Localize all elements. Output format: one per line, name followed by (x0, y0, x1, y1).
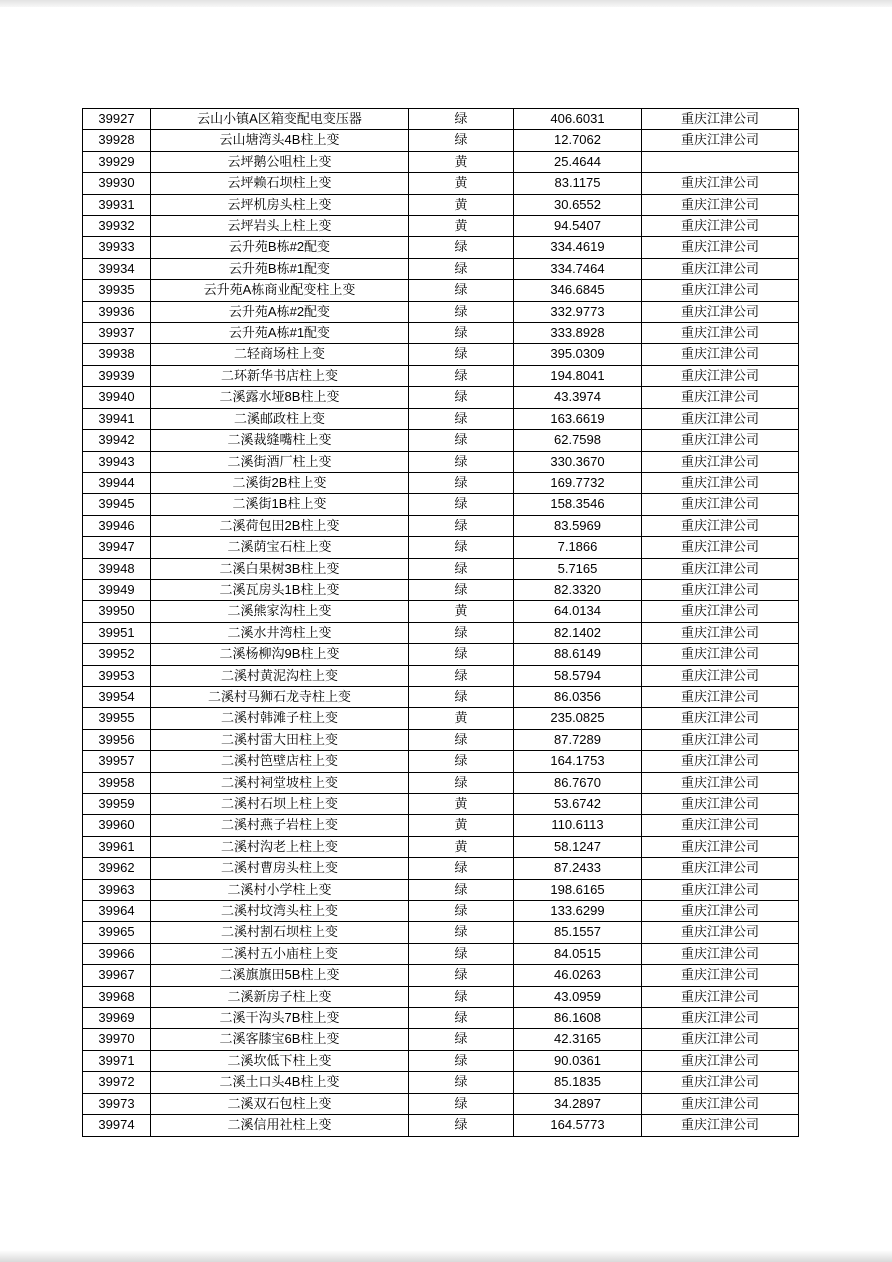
cell-status: 绿 (409, 772, 514, 793)
cell-value: 346.6845 (514, 280, 642, 301)
cell-status: 绿 (409, 237, 514, 258)
cell-value: 87.2433 (514, 858, 642, 879)
cell-name: 二溪荷包田2B柱上变 (151, 515, 409, 536)
cell-company: 重庆江津公司 (642, 323, 799, 344)
cell-value: 163.6619 (514, 408, 642, 429)
cell-company: 重庆江津公司 (642, 1115, 799, 1136)
table-row (83, 494, 799, 515)
cell-value: 406.6031 (514, 109, 642, 130)
transformer-table (82, 108, 799, 1137)
cell-name: 二溪村曹房头柱上变 (151, 858, 409, 879)
table-row (83, 943, 799, 964)
cell-id: 39940 (83, 387, 151, 408)
cell-id: 39947 (83, 537, 151, 558)
cell-name: 二溪村祠堂坡柱上变 (151, 772, 409, 793)
cell-name: 二溪双石包柱上变 (151, 1093, 409, 1114)
cell-company: 重庆江津公司 (642, 772, 799, 793)
cell-company: 重庆江津公司 (642, 1050, 799, 1071)
table-row (83, 922, 799, 943)
table-row (83, 430, 799, 451)
cell-name: 二溪干沟头7B柱上变 (151, 1008, 409, 1029)
table-row (83, 858, 799, 879)
cell-company: 重庆江津公司 (642, 815, 799, 836)
cell-status: 绿 (409, 729, 514, 750)
cell-status: 绿 (409, 408, 514, 429)
cell-name: 二溪村黄泥沟柱上变 (151, 665, 409, 686)
table-row (83, 1115, 799, 1136)
cell-name: 云山塘湾头4B柱上变 (151, 130, 409, 151)
cell-name: 二轻商场柱上变 (151, 344, 409, 365)
cell-id: 39961 (83, 836, 151, 857)
cell-name: 二环新华书店柱上变 (151, 365, 409, 386)
cell-value: 43.3974 (514, 387, 642, 408)
cell-company: 重庆江津公司 (642, 280, 799, 301)
cell-status: 绿 (409, 1093, 514, 1114)
cell-company: 重庆江津公司 (642, 344, 799, 365)
cell-value: 133.6299 (514, 901, 642, 922)
cell-value: 83.1175 (514, 173, 642, 194)
cell-value: 34.2897 (514, 1093, 642, 1114)
cell-company (642, 151, 799, 172)
cell-name: 二溪村燕子岩柱上变 (151, 815, 409, 836)
cell-id: 39972 (83, 1072, 151, 1093)
cell-status: 绿 (409, 387, 514, 408)
cell-value: 169.7732 (514, 472, 642, 493)
cell-name: 云坪鹅公咀柱上变 (151, 151, 409, 172)
cell-value: 395.0309 (514, 344, 642, 365)
cell-status: 绿 (409, 686, 514, 707)
cell-name: 云升苑A栋#1配变 (151, 323, 409, 344)
cell-name: 云山小镇A区箱变配电变压器 (151, 109, 409, 130)
cell-company: 重庆江津公司 (642, 622, 799, 643)
table-row (83, 194, 799, 215)
cell-name: 二溪杨柳沟9B柱上变 (151, 644, 409, 665)
cell-company: 重庆江津公司 (642, 109, 799, 130)
cell-name: 二溪村韩滩子柱上变 (151, 708, 409, 729)
cell-value: 86.1608 (514, 1008, 642, 1029)
table-row (83, 1093, 799, 1114)
table-row (83, 836, 799, 857)
cell-value: 194.8041 (514, 365, 642, 386)
cell-value: 90.0361 (514, 1050, 642, 1071)
page-bottom-edge (0, 1250, 892, 1262)
cell-id: 39974 (83, 1115, 151, 1136)
cell-status: 绿 (409, 1008, 514, 1029)
table-row (83, 323, 799, 344)
cell-id: 39963 (83, 879, 151, 900)
cell-name: 二溪裁缝嘴柱上变 (151, 430, 409, 451)
cell-id: 39941 (83, 408, 151, 429)
table-row (83, 1008, 799, 1029)
cell-id: 39953 (83, 665, 151, 686)
cell-status: 绿 (409, 751, 514, 772)
cell-status: 绿 (409, 109, 514, 130)
cell-id: 39942 (83, 430, 151, 451)
cell-name: 二溪熊家沟柱上变 (151, 601, 409, 622)
cell-name: 二溪村割石坝柱上变 (151, 922, 409, 943)
cell-company: 重庆江津公司 (642, 729, 799, 750)
cell-company: 重庆江津公司 (642, 686, 799, 707)
cell-company: 重庆江津公司 (642, 301, 799, 322)
cell-status: 绿 (409, 965, 514, 986)
cell-name: 二溪坎低下柱上变 (151, 1050, 409, 1071)
cell-value: 30.6552 (514, 194, 642, 215)
cell-id: 39937 (83, 323, 151, 344)
cell-status: 绿 (409, 622, 514, 643)
table-row (83, 751, 799, 772)
cell-value: 7.1866 (514, 537, 642, 558)
cell-company: 重庆江津公司 (642, 858, 799, 879)
cell-id: 39960 (83, 815, 151, 836)
cell-company: 重庆江津公司 (642, 451, 799, 472)
table-row (83, 794, 799, 815)
table-row (83, 258, 799, 279)
cell-id: 39957 (83, 751, 151, 772)
cell-id: 39931 (83, 194, 151, 215)
cell-company: 重庆江津公司 (642, 665, 799, 686)
cell-id: 39973 (83, 1093, 151, 1114)
table-row (83, 387, 799, 408)
cell-status: 绿 (409, 430, 514, 451)
cell-id: 39952 (83, 644, 151, 665)
cell-id: 39949 (83, 579, 151, 600)
cell-status: 绿 (409, 301, 514, 322)
cell-name: 二溪旗旗田5B柱上变 (151, 965, 409, 986)
cell-status: 绿 (409, 922, 514, 943)
cell-status: 绿 (409, 644, 514, 665)
cell-id: 39939 (83, 365, 151, 386)
cell-status: 绿 (409, 323, 514, 344)
cell-company: 重庆江津公司 (642, 601, 799, 622)
cell-company: 重庆江津公司 (642, 537, 799, 558)
cell-value: 42.3165 (514, 1029, 642, 1050)
cell-company: 重庆江津公司 (642, 986, 799, 1007)
cell-company: 重庆江津公司 (642, 472, 799, 493)
cell-company: 重庆江津公司 (642, 258, 799, 279)
cell-value: 87.7289 (514, 729, 642, 750)
cell-value: 43.0959 (514, 986, 642, 1007)
cell-name: 二溪街2B柱上变 (151, 472, 409, 493)
cell-status: 黄 (409, 815, 514, 836)
cell-id: 39946 (83, 515, 151, 536)
table-row (83, 344, 799, 365)
table-row (83, 301, 799, 322)
cell-name: 二溪街1B柱上变 (151, 494, 409, 515)
cell-company: 重庆江津公司 (642, 130, 799, 151)
cell-value: 86.7670 (514, 772, 642, 793)
table-row (83, 815, 799, 836)
cell-company: 重庆江津公司 (642, 751, 799, 772)
cell-value: 235.0825 (514, 708, 642, 729)
cell-value: 334.4619 (514, 237, 642, 258)
cell-id: 39971 (83, 1050, 151, 1071)
table-row (83, 579, 799, 600)
cell-company: 重庆江津公司 (642, 194, 799, 215)
cell-value: 82.3320 (514, 579, 642, 600)
table-body (83, 109, 799, 1137)
cell-status: 绿 (409, 943, 514, 964)
cell-value: 5.7165 (514, 558, 642, 579)
cell-name: 二溪露水垭8B柱上变 (151, 387, 409, 408)
cell-status: 绿 (409, 901, 514, 922)
cell-value: 110.6113 (514, 815, 642, 836)
cell-company: 重庆江津公司 (642, 794, 799, 815)
cell-name: 云坪赖石坝柱上变 (151, 173, 409, 194)
cell-id: 39968 (83, 986, 151, 1007)
cell-value: 64.0134 (514, 601, 642, 622)
cell-company: 重庆江津公司 (642, 879, 799, 900)
cell-company: 重庆江津公司 (642, 708, 799, 729)
table-row (83, 729, 799, 750)
cell-status: 绿 (409, 879, 514, 900)
cell-id: 39969 (83, 1008, 151, 1029)
cell-value: 53.6742 (514, 794, 642, 815)
cell-company: 重庆江津公司 (642, 965, 799, 986)
cell-name: 二溪新房子柱上变 (151, 986, 409, 1007)
table-row (83, 1050, 799, 1071)
cell-value: 85.1835 (514, 1072, 642, 1093)
cell-id: 39970 (83, 1029, 151, 1050)
cell-id: 39943 (83, 451, 151, 472)
table-row (83, 151, 799, 172)
cell-id: 39928 (83, 130, 151, 151)
table-row (83, 622, 799, 643)
cell-value: 164.5773 (514, 1115, 642, 1136)
cell-name: 二溪村五小庙柱上变 (151, 943, 409, 964)
cell-value: 62.7598 (514, 430, 642, 451)
cell-value: 88.6149 (514, 644, 642, 665)
cell-company: 重庆江津公司 (642, 365, 799, 386)
cell-company: 重庆江津公司 (642, 387, 799, 408)
cell-company: 重庆江津公司 (642, 579, 799, 600)
cell-status: 绿 (409, 258, 514, 279)
table-row (83, 558, 799, 579)
cell-id: 39959 (83, 794, 151, 815)
cell-value: 85.1557 (514, 922, 642, 943)
cell-name: 二溪邮政柱上变 (151, 408, 409, 429)
table-row (83, 901, 799, 922)
cell-company: 重庆江津公司 (642, 922, 799, 943)
cell-status: 绿 (409, 451, 514, 472)
cell-name: 二溪村雷大田柱上变 (151, 729, 409, 750)
data-table-container (82, 108, 798, 1137)
cell-value: 86.0356 (514, 686, 642, 707)
cell-status: 绿 (409, 344, 514, 365)
cell-id: 39938 (83, 344, 151, 365)
table-row (83, 237, 799, 258)
cell-value: 25.4644 (514, 151, 642, 172)
cell-id: 39950 (83, 601, 151, 622)
table-row (83, 109, 799, 130)
table-row (83, 644, 799, 665)
page-top-edge (0, 0, 892, 7)
cell-value: 84.0515 (514, 943, 642, 964)
cell-company: 重庆江津公司 (642, 836, 799, 857)
cell-value: 158.3546 (514, 494, 642, 515)
cell-id: 39930 (83, 173, 151, 194)
cell-company: 重庆江津公司 (642, 408, 799, 429)
cell-status: 绿 (409, 558, 514, 579)
cell-value: 198.6165 (514, 879, 642, 900)
cell-status: 黄 (409, 151, 514, 172)
cell-status: 绿 (409, 365, 514, 386)
table-row (83, 280, 799, 301)
cell-value: 12.7062 (514, 130, 642, 151)
table-row (83, 537, 799, 558)
table-row (83, 772, 799, 793)
cell-status: 黄 (409, 794, 514, 815)
cell-id: 39944 (83, 472, 151, 493)
cell-name: 云升苑A栋商业配变柱上变 (151, 280, 409, 301)
cell-name: 二溪信用社柱上变 (151, 1115, 409, 1136)
cell-name: 云坪岩头上柱上变 (151, 216, 409, 237)
cell-company: 重庆江津公司 (642, 430, 799, 451)
cell-company: 重庆江津公司 (642, 901, 799, 922)
cell-name: 二溪瓦房头1B柱上变 (151, 579, 409, 600)
cell-status: 绿 (409, 130, 514, 151)
cell-id: 39962 (83, 858, 151, 879)
cell-id: 39935 (83, 280, 151, 301)
table-row (83, 173, 799, 194)
cell-company: 重庆江津公司 (642, 1008, 799, 1029)
table-row (83, 986, 799, 1007)
cell-name: 二溪土口头4B柱上变 (151, 1072, 409, 1093)
cell-id: 39927 (83, 109, 151, 130)
cell-id: 39955 (83, 708, 151, 729)
cell-name: 云升苑B栋#2配变 (151, 237, 409, 258)
cell-company: 重庆江津公司 (642, 558, 799, 579)
table-row (83, 879, 799, 900)
cell-id: 39936 (83, 301, 151, 322)
cell-id: 39967 (83, 965, 151, 986)
cell-id: 39934 (83, 258, 151, 279)
cell-value: 82.1402 (514, 622, 642, 643)
cell-name: 云升苑B栋#1配变 (151, 258, 409, 279)
cell-id: 39956 (83, 729, 151, 750)
cell-id: 39965 (83, 922, 151, 943)
table-row (83, 130, 799, 151)
cell-id: 39929 (83, 151, 151, 172)
cell-value: 58.1247 (514, 836, 642, 857)
cell-name: 二溪村坟湾头柱上变 (151, 901, 409, 922)
cell-value: 332.9773 (514, 301, 642, 322)
cell-value: 164.1753 (514, 751, 642, 772)
cell-id: 39932 (83, 216, 151, 237)
cell-status: 绿 (409, 1029, 514, 1050)
cell-status: 绿 (409, 986, 514, 1007)
cell-company: 重庆江津公司 (642, 237, 799, 258)
cell-status: 绿 (409, 280, 514, 301)
table-row (83, 1072, 799, 1093)
cell-company: 重庆江津公司 (642, 173, 799, 194)
cell-name: 二溪村石坝上柱上变 (151, 794, 409, 815)
cell-name: 二溪荫宝石柱上变 (151, 537, 409, 558)
cell-status: 黄 (409, 216, 514, 237)
table-row (83, 965, 799, 986)
cell-id: 39948 (83, 558, 151, 579)
cell-status: 绿 (409, 665, 514, 686)
cell-status: 黄 (409, 708, 514, 729)
cell-status: 绿 (409, 1072, 514, 1093)
cell-name: 云升苑A栋#2配变 (151, 301, 409, 322)
table-row (83, 708, 799, 729)
table-row (83, 365, 799, 386)
cell-company: 重庆江津公司 (642, 494, 799, 515)
cell-status: 绿 (409, 858, 514, 879)
cell-status: 黄 (409, 601, 514, 622)
cell-company: 重庆江津公司 (642, 1093, 799, 1114)
cell-status: 绿 (409, 579, 514, 600)
cell-value: 46.0263 (514, 965, 642, 986)
cell-name: 二溪水井湾柱上变 (151, 622, 409, 643)
cell-status: 黄 (409, 173, 514, 194)
cell-value: 334.7464 (514, 258, 642, 279)
cell-value: 333.8928 (514, 323, 642, 344)
cell-id: 39964 (83, 901, 151, 922)
table-row (83, 216, 799, 237)
cell-status: 绿 (409, 1115, 514, 1136)
cell-id: 39933 (83, 237, 151, 258)
cell-status: 绿 (409, 1050, 514, 1071)
cell-name: 二溪村笆壁店柱上变 (151, 751, 409, 772)
cell-value: 58.5794 (514, 665, 642, 686)
cell-status: 黄 (409, 836, 514, 857)
cell-name: 二溪村沟老上柱上变 (151, 836, 409, 857)
cell-company: 重庆江津公司 (642, 515, 799, 536)
cell-company: 重庆江津公司 (642, 1072, 799, 1093)
cell-id: 39958 (83, 772, 151, 793)
cell-status: 绿 (409, 515, 514, 536)
cell-status: 黄 (409, 194, 514, 215)
table-row (83, 472, 799, 493)
cell-id: 39954 (83, 686, 151, 707)
cell-value: 330.3670 (514, 451, 642, 472)
cell-id: 39966 (83, 943, 151, 964)
cell-value: 94.5407 (514, 216, 642, 237)
table-row (83, 686, 799, 707)
cell-id: 39951 (83, 622, 151, 643)
table-row (83, 665, 799, 686)
cell-company: 重庆江津公司 (642, 943, 799, 964)
cell-value: 83.5969 (514, 515, 642, 536)
cell-name: 二溪村马狮石龙寺柱上变 (151, 686, 409, 707)
cell-company: 重庆江津公司 (642, 1029, 799, 1050)
cell-status: 绿 (409, 494, 514, 515)
table-row (83, 515, 799, 536)
cell-company: 重庆江津公司 (642, 644, 799, 665)
cell-name: 二溪村小学柱上变 (151, 879, 409, 900)
table-row (83, 601, 799, 622)
cell-name: 二溪客膝宝6B柱上变 (151, 1029, 409, 1050)
table-row (83, 408, 799, 429)
cell-name: 二溪街酒厂柱上变 (151, 451, 409, 472)
table-row (83, 1029, 799, 1050)
cell-status: 绿 (409, 537, 514, 558)
cell-id: 39945 (83, 494, 151, 515)
cell-status: 绿 (409, 472, 514, 493)
cell-name: 二溪白果树3B柱上变 (151, 558, 409, 579)
cell-company: 重庆江津公司 (642, 216, 799, 237)
table-row (83, 451, 799, 472)
cell-name: 云坪机房头柱上变 (151, 194, 409, 215)
